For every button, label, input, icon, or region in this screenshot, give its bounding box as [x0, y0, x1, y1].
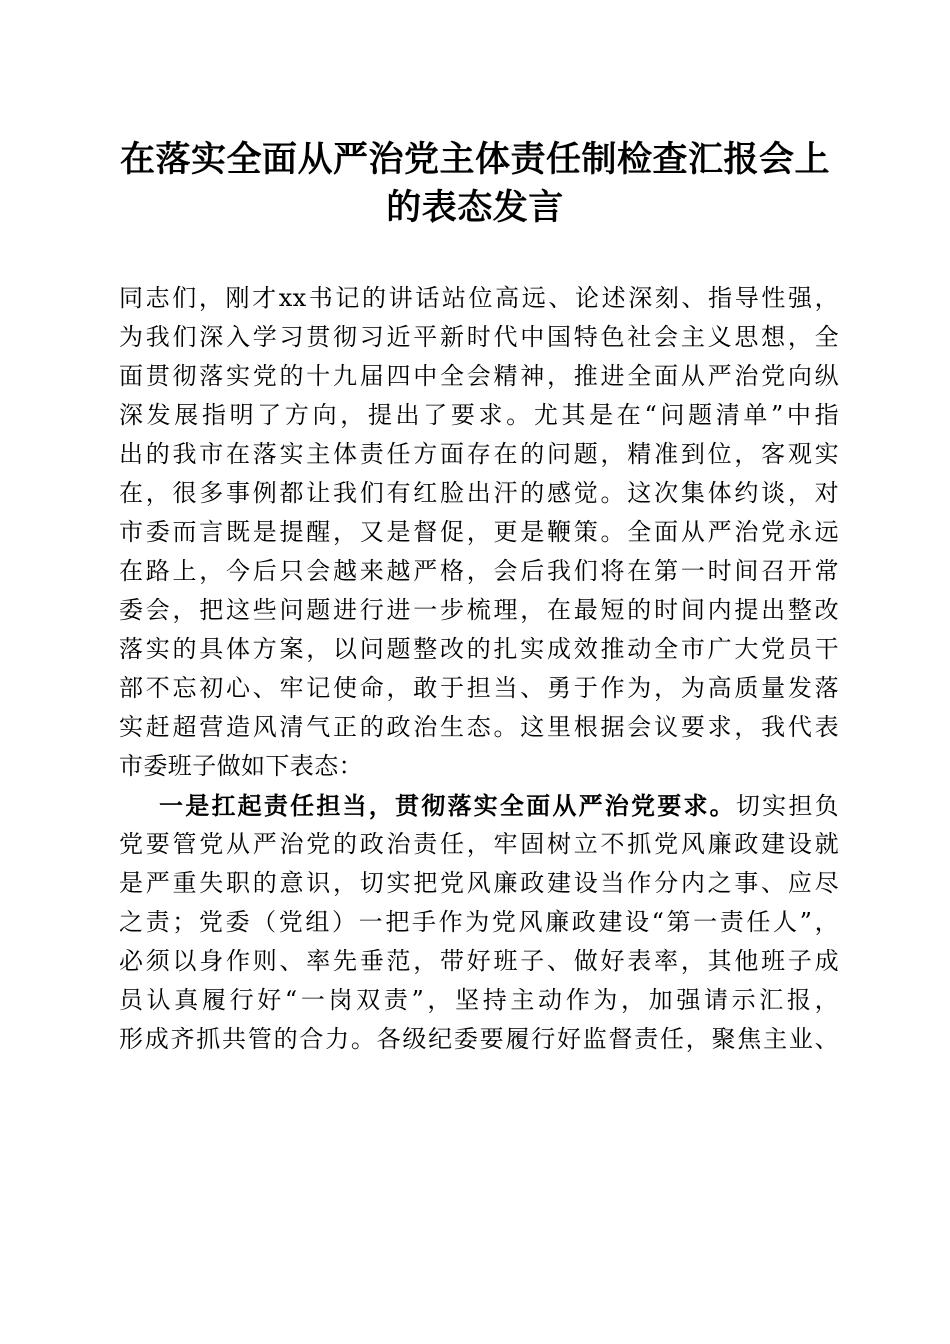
text-line: 部不忘初心、牢记使命，敢于担当、勇于作为，为高质量发落: [119, 674, 839, 702]
text-line: 同志们，刚才xx书记的讲话站位高远、论述深刻、指导性强，: [119, 284, 839, 312]
text-line: 员认真履行好“一岗双责”，坚持主动作为，加强请示汇报，: [119, 986, 839, 1014]
document-title: [100, 136, 850, 232]
text-line: 在路上，今后只会越来越严格，会后我们将在第一时间召开常: [119, 557, 839, 585]
text-line: 是严重失职的意识，切实把党风廉政建设当作分内之事、应尽: [119, 869, 839, 897]
text-line: 出的我市在落实主体责任方面存在的问题，精准到位，客观实: [119, 440, 839, 468]
text-line: 面贯彻落实党的十九届四中全会精神，推进全面从严治党向纵: [119, 362, 839, 390]
paragraph-point-one: [119, 786, 839, 1059]
text-line: 市委而言既是提醒，又是督促，更是鞭策。全面从严治党永远: [119, 518, 839, 546]
text-line: 实赶超营造风清气正的政治生态。这里根据会议要求，我代表: [119, 713, 839, 741]
text-line: [119, 786, 839, 825]
paragraph-intro: [119, 279, 839, 786]
title-line: 的表态发言: [386, 187, 564, 228]
text-line: 为我们深入学习贯彻习近平新时代中国特色社会主义思想，全: [119, 323, 839, 351]
text-line: 深发展指明了方向，提出了要求。尤其是在“问题清单”中指: [119, 401, 839, 429]
text-line: 党要管党从严治党的政治责任，牢固树立不抓党风廉政建设就: [119, 830, 839, 858]
text-line: 市委班子做如下表态：: [119, 752, 363, 780]
point-text: 切实担负: [735, 792, 839, 820]
text-line: 之责；党委（党组）一把手作为党风廉政建设“第一责任人”，: [119, 908, 839, 936]
document-body: [119, 279, 839, 1059]
text-line: 落实的具体方案，以问题整改的扎实成效推动全市广大党员干: [119, 635, 839, 663]
text-line: 必须以身作则、率先垂范，带好班子、做好表率，其他班子成: [119, 947, 839, 975]
text-line: 委会，把这些问题进行进一步梳理，在最短的时间内提出整改: [119, 596, 839, 624]
text-line: 形成齐抓共管的合力。各级纪委要履行好监督责任，聚焦主业、: [119, 1025, 839, 1053]
text-line: 在，很多事例都让我们有红脸出汗的感觉。这次集体约谈，对: [119, 479, 839, 507]
point-heading: 一是扛起责任担当，贯彻落实全面从严治党要求。: [159, 791, 736, 820]
title-line: 在落实全面从严治党主体责任制检查汇报会上: [119, 139, 830, 180]
